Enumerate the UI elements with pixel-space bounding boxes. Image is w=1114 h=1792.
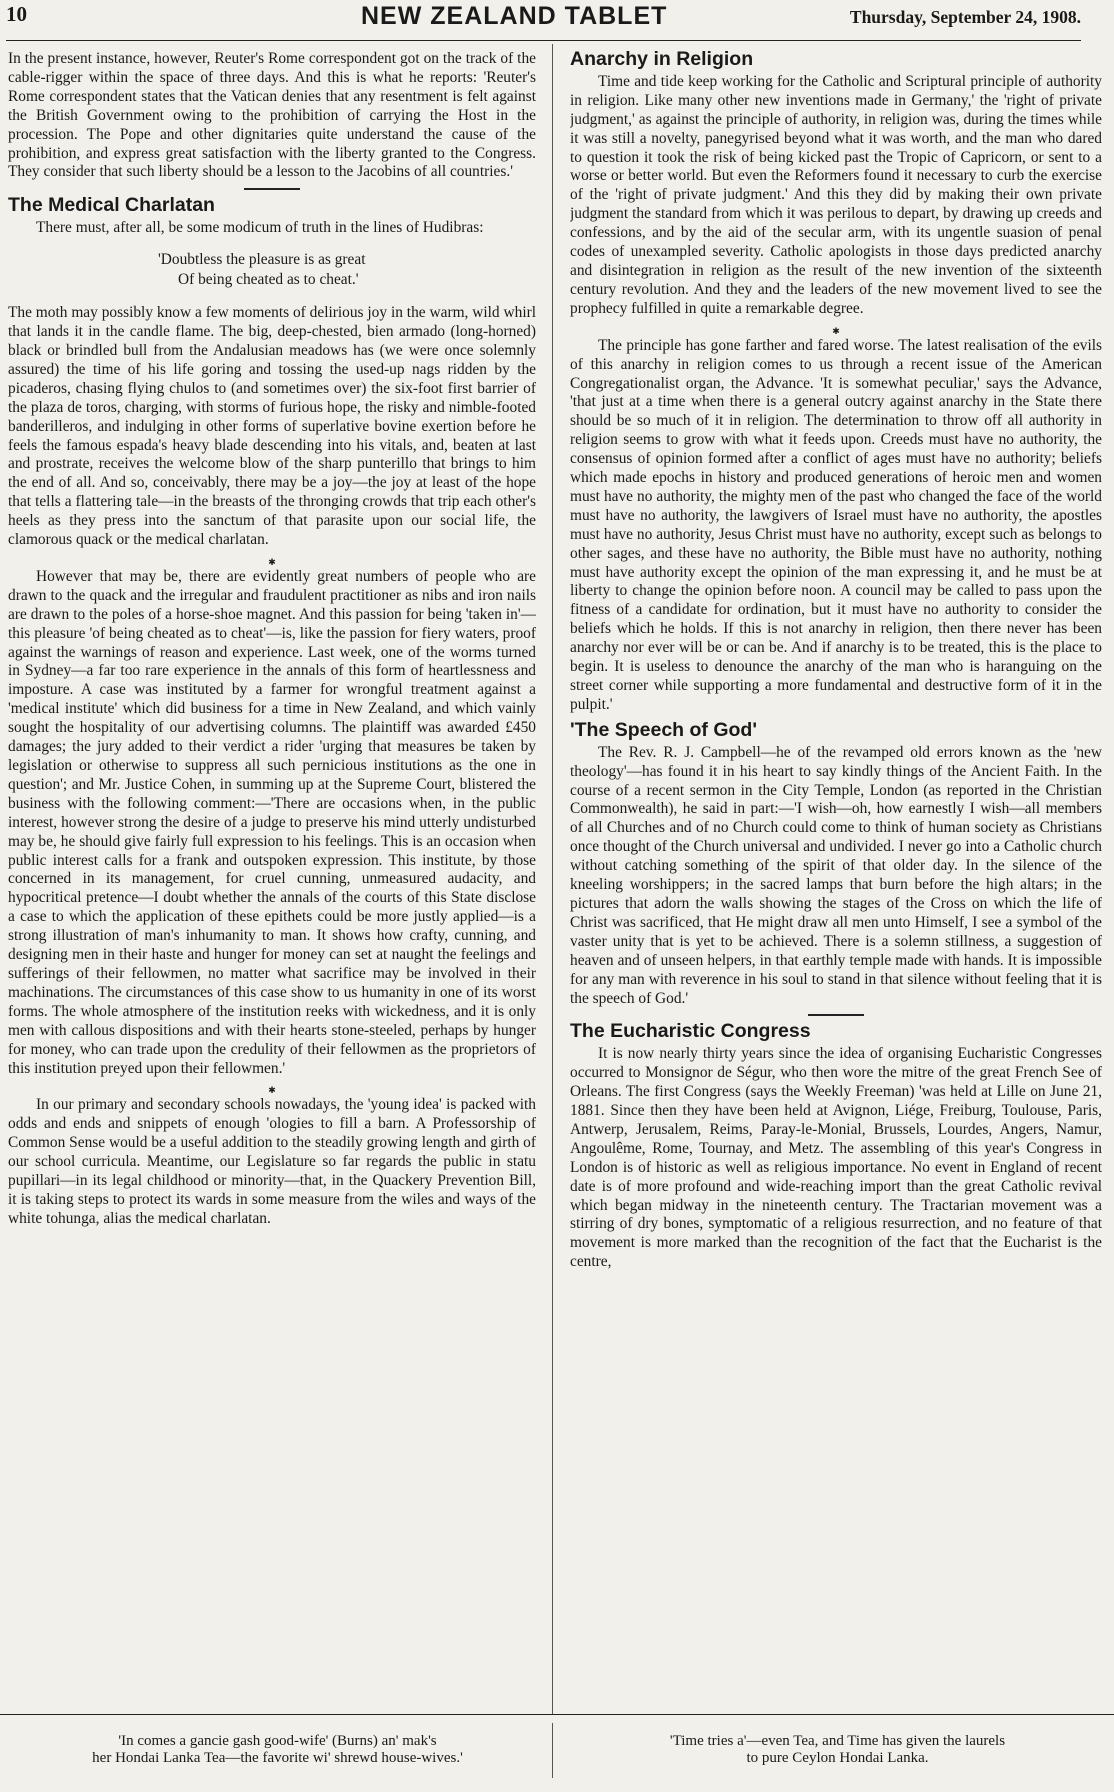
- right-column: [570, 50, 1102, 1710]
- page-number: 10: [6, 2, 27, 26]
- masthead: NEW ZEALAND TABLET: [361, 2, 668, 30]
- left-column: [8, 50, 536, 1710]
- eucharistic-paragraph: It is now nearly thirty years since the idea of organising Eucharistic Congresses occurred to Monsignor de Ségur, who then wore the mitre of the great French See of Orleans. The first Congress (says the Weekly Freeman) 'was held at Lille on June 21, 1881. Since then they have been held at Avignon, Liége, Freiburg, Toulouse, Paris, Antwerp, Jerusalem, Reims, Paray-le-Monial, Brussels, Lourdes, Angers, Namur, Angoulême, Rome, Tournay, and Metz. The assembling of this year's Congress in London is of historic as well as religious importance. No event in England of recent date is of more profound and wide-reaching import than the great Catholic revival which began midway in the nineteenth century. The Tractarian movement was a stirring of dry bones, symptomatic of a religious resurrection, and no feature of that movement is more marked than the recognition of the fact that the Eucharist is the centre,: [570, 1045, 1102, 1271]
- footer-advert-right: [570, 1733, 1105, 1767]
- asterisk-separator: ✱: [268, 556, 276, 567]
- section-rule: [244, 188, 300, 190]
- advert-line: to pure Ceylon Hondai Lanka.: [746, 1750, 929, 1766]
- charlatan-paragraph-2: However that may be, there are evidently great numbers of people who are drawn to the quack and the irregular and fraudulent practitioner as nibs and iron nails are drawn to the poles of a horse-shoe magnet. And this passion for being 'taken in'—this pleasure 'of being cheated as to cheat'—is, like the passion for fiery waters, proof against the warnings of reason and experience. Last week, one of the worms turned in Sydney—a far too rare experience in the annals of this form of heartlessness and imposture. A case was instituted by a farmer for wrongful treatment against a 'medical institute' which did business for a time in New Zealand, and which vainly sought the hospitality of our advertising columns. The plaintiff was awarded £450 damages; the jury added to their verdict a rider 'urging that measures be taken by legislation or otherwise to suppress all such pernicious institutions as the one in question'; and Mr. Justice Cohen, in summing up at the Supreme Court, blistered the business with the following comment:—'There are occasions when, in the public interest, however strong the desire of a judge to preserve his mind utterly undisturbed may be, he should give fairly full expression to his feelings. This is an occasion when public interest calls for a frank and outspoken expression. This institute, by those concerned in its management, for cruel cunning, unmeasured audacity, and hypocritical pretence—I doubt whether the annals of the courts of this State disclose a case to which the application of these epithets could be more justly applied—is a strong illustration of man's inhumanity to man. It shows how crafty, cunning, and designing men in their haste and hunger for money can set at naught the feelings and sufferings of their fellowmen, no matter what sacrifice may be involved in their machinations. The circumstances of this case show to us humanity in one of its worst forms. The whole atmosphere of the institution reeks with wickedness, and it is only men with callous dispositions and with their hearts stone-steeled, perhaps by hunger for money, who can trade upon the credulity of their fellowmen as the proprietors of this institution preyed upon their fellowmen.': [8, 567, 536, 1077]
- page-header: [6, 0, 1081, 41]
- section-rule: [808, 1014, 864, 1016]
- charlatan-paragraph-1: The moth may possibly know a few moments of delirious joy in the warm, wild whirl that lands it in the candle flame. The big, deep-chested, bien armado (long-horned) black or brindled bull from the Andalusian meadows has (we were once solemnly assured) the time of his life goring and tossing the used-up nags ridden by the picaderos, chasing flying chulos to (and sometimes over) the six-foot first barrier of the plaza de toros, charging, with storms of furious hope, the risky and nimble-footed banderilleros, and indulging in other forms of superlative bovine exertion before he feels the famous espada's heavy blade descending into his vitals, and, beaten at last and prostrate, receives the welcome blow of the sharp punterillo that brings to him the end of all. And so, conceivably, there may be a joy—the joy at least of the hope that tells a flattering tale—in the breasts of the thronging crowds that trip each other's heels as they press into the sanctum of that parasite upon our social life, the clamorous quack or the medical charlatan.: [8, 304, 536, 549]
- column-divider: [552, 44, 553, 1714]
- verse-line: Of being cheated as to cheat.': [178, 271, 359, 289]
- advert-line: 'In comes a gancie gash good-wife' (Burns) an' mak's: [118, 1733, 437, 1749]
- advert-line: 'Time tries a'—even Tea, and Time has given the laurels: [669, 1733, 1006, 1749]
- charlatan-heading: The Medical Charlatan: [8, 194, 215, 217]
- footer-advert-left: [10, 1733, 545, 1767]
- anarchy-heading: Anarchy in Religion: [570, 50, 754, 70]
- verse-line: 'Doubtless the pleasure is as great: [158, 251, 366, 269]
- speech-paragraph: The Rev. R. J. Campbell—he of the revamped old errors known as the 'new theology'—has found it in his heart to say kindly things of the Ancient Faith. In the course of a recent sermon in the City Temple, London (as reported in the Christian Commonwealth), he said in part:—'I wish—oh, how earnestly I wish—all members of all Churches and of no Church could come to think of human society as Christians once thought of the Church universal and undivided. I never go into a Catholic church without catching something of the spirit of that older day. In the silence of the kneeling worshippers; in the sacred lamps that burn before the high altars; in the pictures that adorn the walls showing the stages of the Cross on which the life of Christ was sacrificed, that He might draw all men unto Himself, I see a symbol of the vaster unity that is yet to be achieved. There is a solemn stillness, a suggestion of heaven and of unseen helpers, in that earthly temple made with hands. It is impossible for any man with reverence in his soul to stand in that silence without feeling that it is the speech of God.': [570, 743, 1102, 1007]
- asterisk-separator: ✱: [268, 1085, 276, 1096]
- footer-divider: [552, 1723, 553, 1778]
- anarchy-paragraph-2: The principle has gone farther and fared worse. The latest realisation of the evils of this anarchy in religion comes to us through a recent issue of the American Congregationalist organ, the Advance. 'It is somewhat peculiar,' says the Advance, 'that just at a time when there is a general outcry against anarchy in the State there should be so much of it in religion. The determination to throw off all authority in religion seems to grow with what it feeds upon. Creeds must have no authority, the consensus of opinion formed after a conflict of ages must have no authority; beliefs which made epochs in history and produced generations of heroic men and women must have no authority, the mighty men of the past who changed the face of the world must have no authority, the lawgivers of Israel must have no authority, the apostles must have no authority, Jesus Christ must have no authority, except such as belongs to other sages, and these have no authority, the Bible must have no authority, nothing must have authority except the opinion of the man expressing it, and he must be at liberty to change the opinion before noon. A council may be called to pass upon the fitness of a candidate for ordination, but it must have no authority to consider the beliefs which he holds. If this is not anarchy in religion, then there never has been anarchy nor ever will be or can be. And if anarchy is to be treated, this is the place to begin. It is useless to denounce the anarchy of the man who is haranguing on the street corner while supporting a more fundamental and destructive form of it in the pulpit.': [570, 336, 1102, 713]
- eucharistic-heading: The Eucharistic Congress: [570, 1020, 811, 1043]
- asterisk-separator: ✱: [832, 325, 840, 336]
- charlatan-paragraph-3: In our primary and secondary schools nowadays, the 'young idea' is packed with odds and ends and snippets of enough 'ologies to fill a barn. A Professorship of Common Sense would be a useful addition to the steadily growing length and girth of our school curricula. Meantime, our Legislature so far regards the public in statu pupillari—in its legal childhood or minority—that, in the Quackery Prevention Bill, it is taking steps to protect its wards in some measure from the wiles and ways of the white tohunga, alias the medical charlatan.: [8, 1096, 536, 1227]
- issue-date: Thursday, September 24, 1908.: [849, 7, 1081, 27]
- speech-heading: 'The Speech of God': [570, 718, 757, 741]
- hudibras-verse: [158, 250, 536, 290]
- page-footer: [0, 1714, 1114, 1787]
- advert-line: her Hondai Lanka Tea—the favorite wi' shrewd house-wives.': [92, 1750, 463, 1766]
- charlatan-lead: There must, after all, be some modicum of truth in the lines of Hudibras:: [36, 219, 484, 237]
- anarchy-paragraph-1: Time and tide keep working for the Catholic and Scriptural principle of authority in religion. Like many other new inventions made in Germany,' the 'right of private judgment,' as against the principle of authority, in religion was, during the times while it was still a novelty, panegyrised beyond what it was worth, and the man who dared to question it took the risk of being kicked past the Tropic of Capricorn, or sent to a worse or better world. But even the Reformers found it necessary to curb the exercise of the 'right of private judgment.' And this they did by making their own private judgment the standard from which it was perilous to depart, by drawing up creeds and confessions, and by the aid of the secular arm, with its ungentle suasion of penal codes of unexampled severity. Catholic apologists in those days predicted anarchy and disintegration in religion as the result of the new invention of the sixteenth century revolution. And they and the leaders of the new movement lived to see the prophecy fulfilled in quite a remarkable degree.: [570, 72, 1102, 317]
- intro-paragraph: In the present instance, however, Reuter's Rome correspondent got on the track of the cable-rigger within the space of three days. And this is what he reports: 'Reuter's Rome correspondent states that the Vatican denies that any resentment is felt against the British Government owing to the prohibition of carrying the Host in the procession. The Pope and other dignitaries quite understand the cause of the prohibition, and express great satisfaction with the liberty granted to the Congress. They consider that such liberty should be a lesson to the Jacobins of all countries.': [8, 50, 536, 181]
